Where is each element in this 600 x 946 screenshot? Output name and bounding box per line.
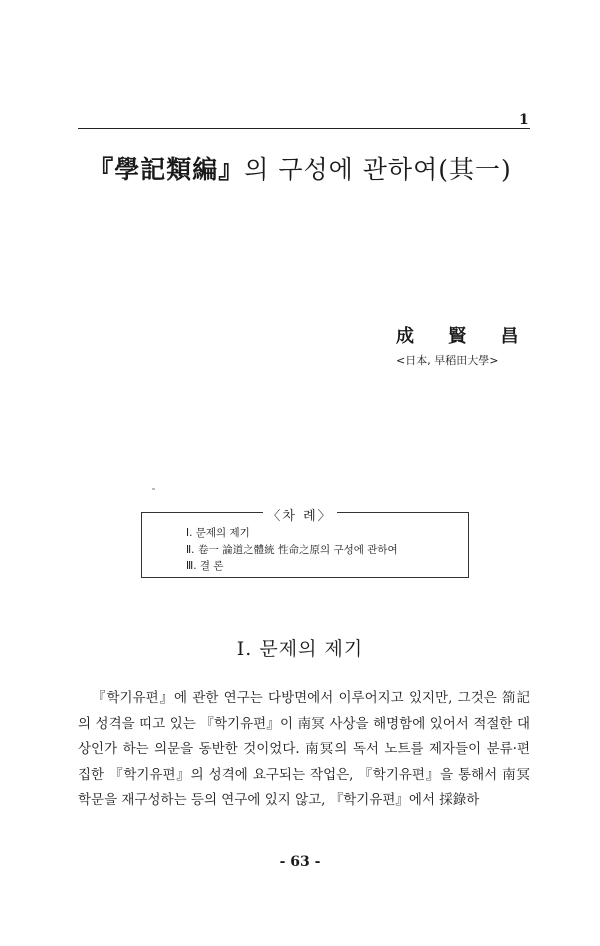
paper-title [0,150,600,186]
body-text [78,686,530,814]
section-heading: Ⅰ. 문제의 제기 [236,638,364,660]
author-name: 成 賢 昌 [396,326,533,347]
body-paragraph: 『학기유편』에 관한 연구는 다방면에서 이루어지고 있지만, 그것은 箚記의 성격을 띠고 있는 『학기유편』이 南冥 사상을 해명함에 있어서 적절한 대상인가 하는 의문을 동반한 것이었다. 南冥의 독서 노트를 제자들이 분류·편집한 『학기유편』의 성격에 요구되는 작업은, 『학기유편』을 통해서 南冥 학문을 재구성하는 등의 연구에 있지 않고, 『학기유편』에서 採錄하 [78,690,530,808]
title-rest: 의 구성에 관하여(其一) [244,155,512,184]
title-book-name: 『學記類編』 [88,155,245,184]
toc-heading-text: 〈차 례〉 [263,509,336,524]
running-header-number: 1 [519,112,529,128]
author-affiliation: <日本, 早稻田大學> [396,354,499,367]
toc-item: Ⅱ. 卷一 論道之體統 性命之原의 구성에 관하여 [186,543,398,556]
toc-list [186,525,398,575]
header-rule [78,128,530,129]
toc-heading [0,505,600,524]
page-number: - 63 - [279,854,321,870]
scan-speck [152,488,155,490]
toc-item: Ⅲ. 결 론 [186,560,224,572]
toc-item: Ⅰ. 문제의 제기 [186,527,250,539]
